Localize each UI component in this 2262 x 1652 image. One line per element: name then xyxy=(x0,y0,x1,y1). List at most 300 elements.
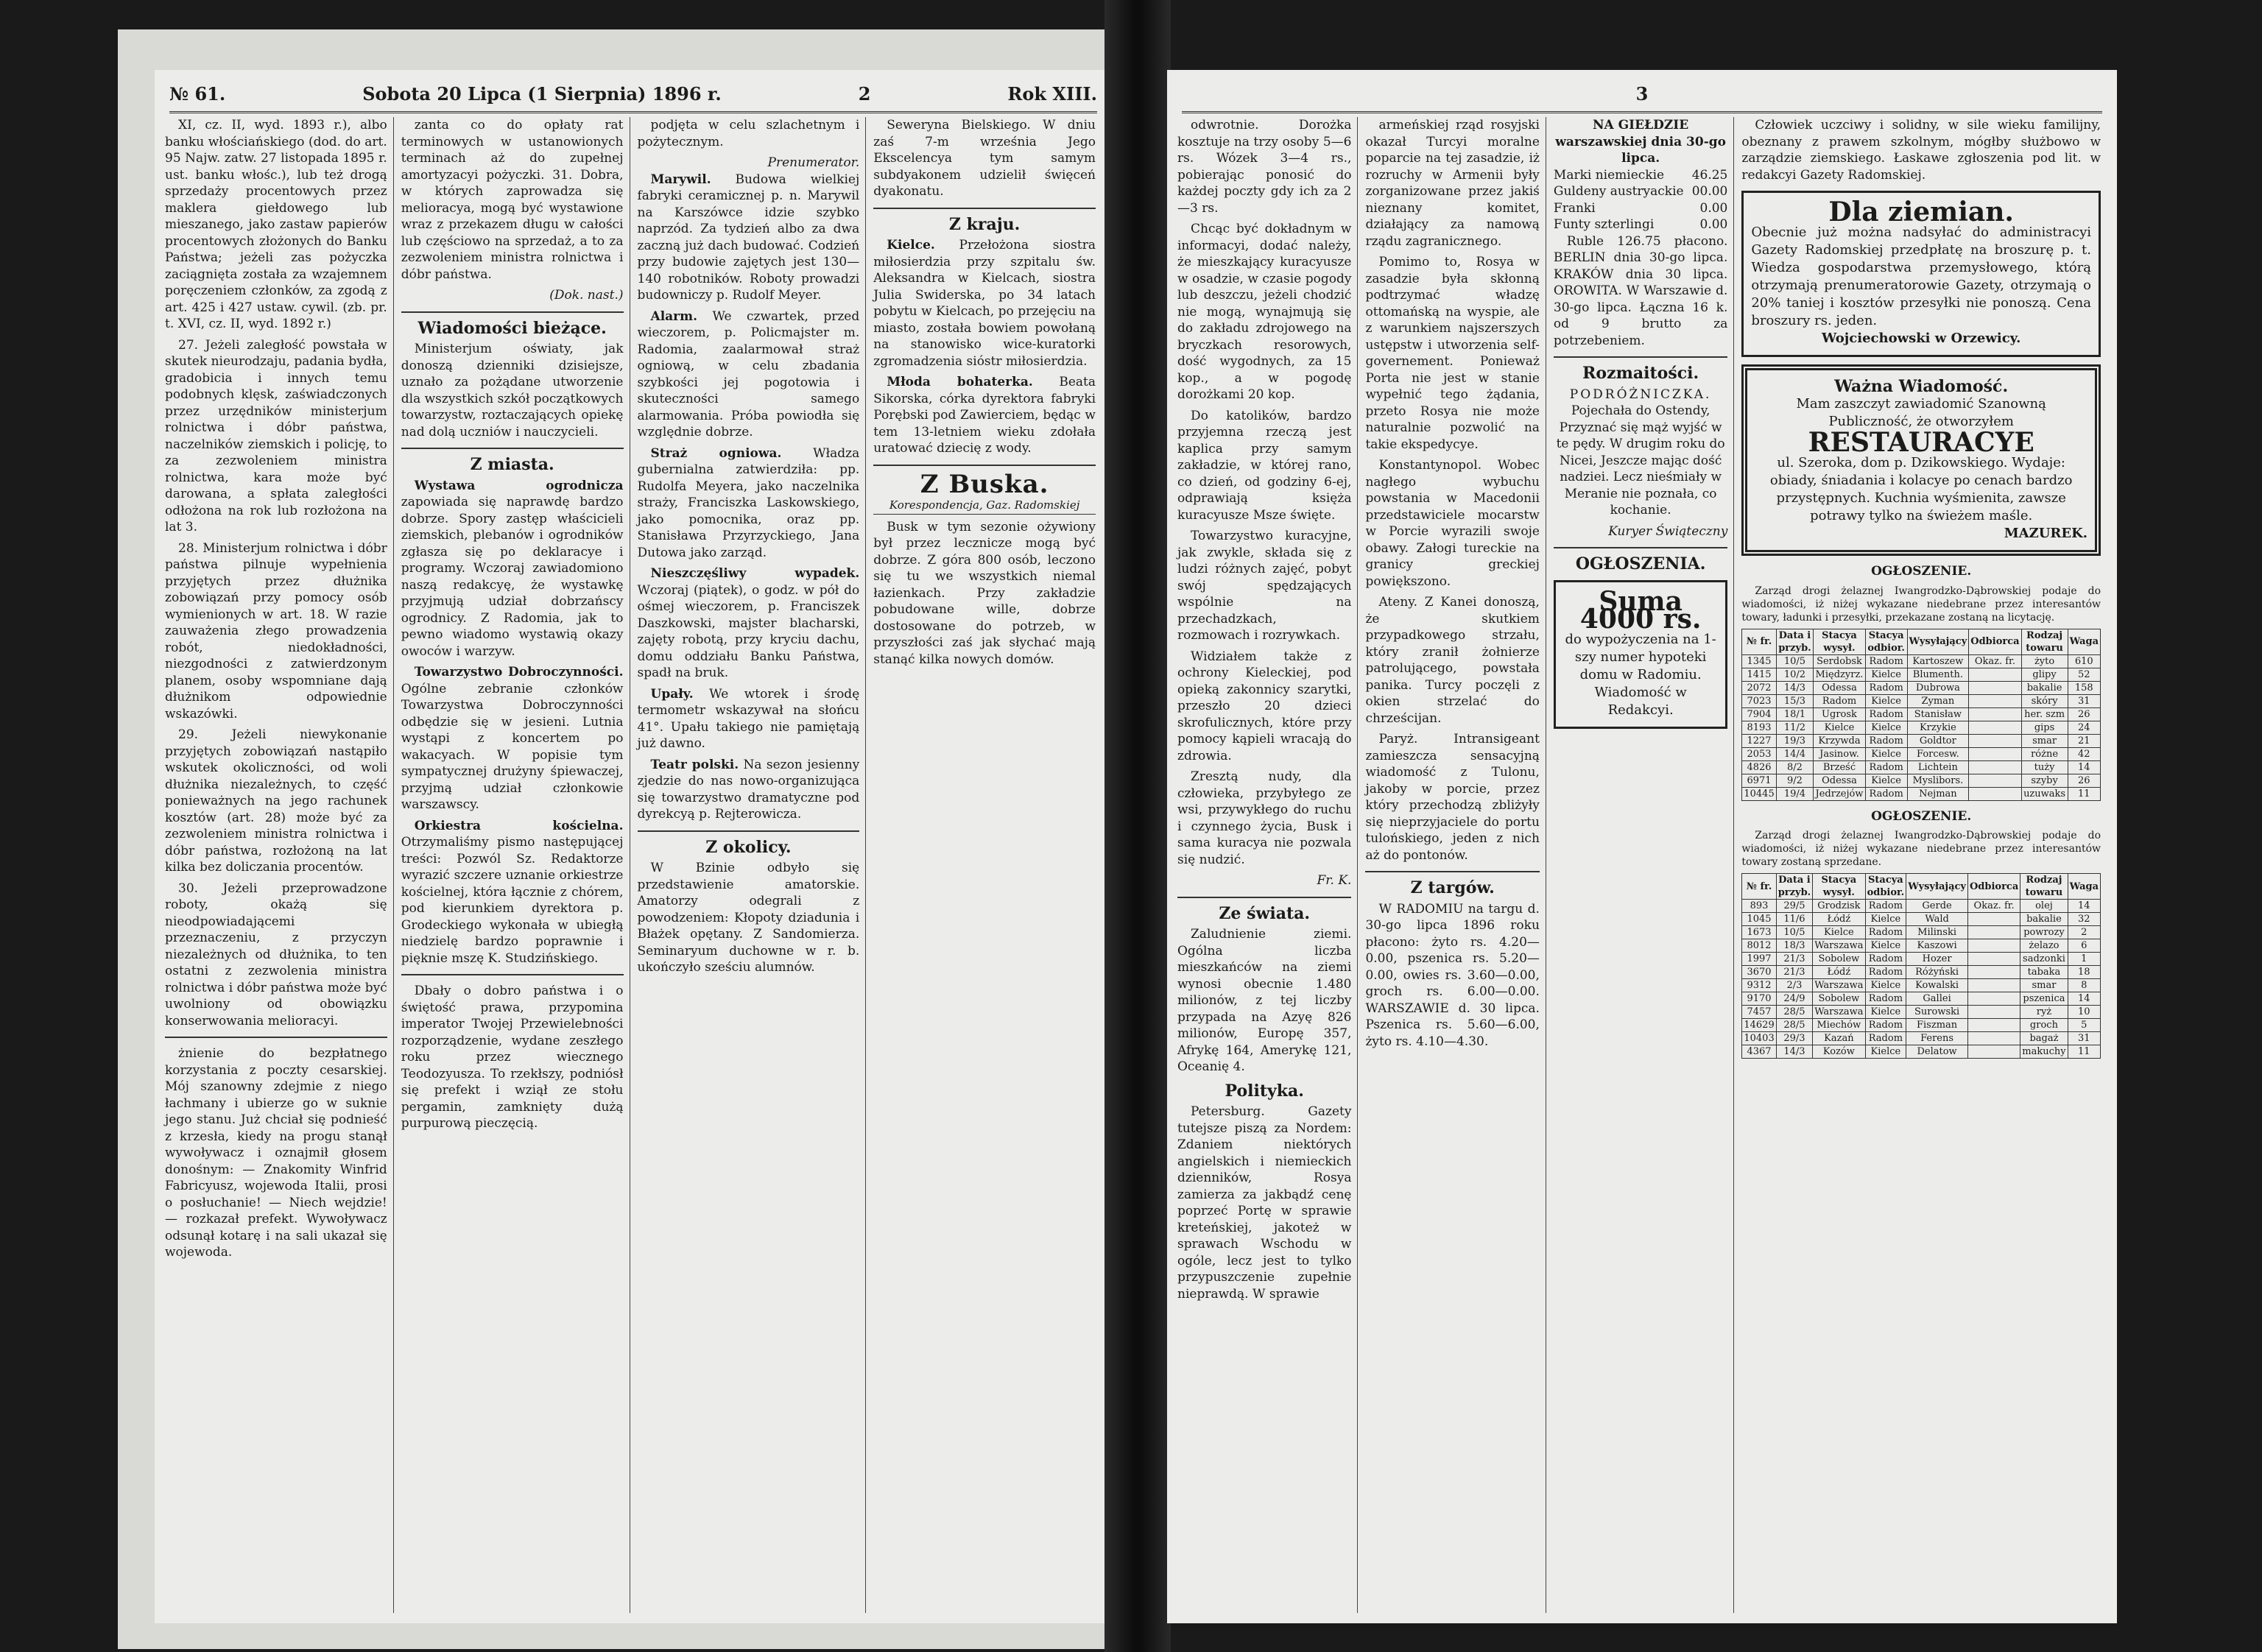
table-cell xyxy=(1969,694,2021,707)
table-cell: Okaz. fr. xyxy=(1969,654,2021,668)
section-heading-large: Z Buska. xyxy=(920,469,1049,499)
table-cell: Kielce xyxy=(1865,747,1907,760)
table-cell: Brześć xyxy=(1814,760,1866,774)
table-cell xyxy=(1969,760,2021,774)
paragraph: Busk w tym sezonie ożywiony był przez lecznicze mogą być dobrze. Z góra 800 osób, leczono się tu we wszystkich niemal łazienkach. Przy zakładzie pobudowane wille, dobrze dostosowane do potrzeb, w przyszłości zaś jak słychać mają stanąć kilka nowych domów. xyxy=(873,519,1096,667)
table-cell: 19/4 xyxy=(1776,787,1813,800)
table-cell: 1045 xyxy=(1742,913,1776,926)
issue-number: № 61. xyxy=(169,82,226,105)
table-cell: Miechów xyxy=(1813,1019,1865,1032)
table-cell xyxy=(1967,966,2020,979)
ad-title: Ważna Wiadomość. xyxy=(1834,377,2009,396)
paragraph: 27. Jeżeli zaległość powstała w skutek nieurodzaju, padania bydła, gradobicia i innych temu podobnych klęsk, zaświadczonych przez urzędników ministerjum rolnictwa i dóbr państwa, naczelników ziemskich i policję, to za zezwoleniem ministra rolnictwa, kara może być darowana, a spłata zaległości odłożona na rok lub rozłożona na lat 3. xyxy=(165,337,387,534)
market-value: 0.00 xyxy=(1699,217,1728,232)
ad-lead: Mam zaszczyt zawiadomić Szanowną Publiczność, że otworzyłem xyxy=(1796,396,2046,429)
table-cell: Ugrosk xyxy=(1814,707,1866,721)
table-cell xyxy=(1967,1045,2020,1059)
table-cell: 11 xyxy=(2068,1045,2100,1059)
table-cell: 28/5 xyxy=(1776,1006,1812,1019)
table-cell: Milinski xyxy=(1906,926,1968,939)
table-cell: Kielce xyxy=(1865,668,1907,681)
table-cell: 7904 xyxy=(1742,707,1776,721)
table-cell: 4826 xyxy=(1742,760,1776,774)
table-cell: smar xyxy=(2020,979,2068,992)
table-row xyxy=(1742,734,2101,747)
table-cell: Kozów xyxy=(1813,1045,1865,1059)
market-label: Funty szterlingi xyxy=(1553,217,1655,232)
table-cell: Różyński xyxy=(1906,966,1968,979)
table-cell: 31 xyxy=(2068,694,2100,707)
paragraph: Zresztą nudy, dla człowieka, przybyłego ze wsi, przywykłego do ruchu i czynnego życia, Busk i sama kuracya nie pozwala się nudzić. xyxy=(1177,769,1352,867)
ad-headline: Suma 4000 rs. xyxy=(1579,585,1702,635)
advertisement-box xyxy=(1741,191,2101,357)
table-cell: 9170 xyxy=(1742,992,1776,1006)
paragraph: Petersburg. Gazety tutejsze piszą za Nordem: Zdaniem niektórych angielskich i niemieckich dzienników, Rosya zamierza za jakbądź cenę poprzeć Portę w sprawie kreteńskiej, jakoteż w sprawach Wschodu w ogóle, lecz jest to tylko przypuszczenie zupełnie nieprawdą. W sprawie xyxy=(1177,1104,1352,1302)
table-cell: Kaszowi xyxy=(1906,939,1968,953)
table-cell: 32 xyxy=(2068,913,2100,926)
market-heading: NA GIEŁDZIE warszawskiej dnia 30-go lipca. xyxy=(1555,118,1726,166)
table-cell: 2 xyxy=(2068,926,2100,939)
news-topic: Młoda bohaterka. xyxy=(887,375,1033,389)
table-cell: 18/1 xyxy=(1776,707,1813,721)
table-cell: bagaż xyxy=(2020,1032,2068,1045)
table-cell: Kielce xyxy=(1865,979,1906,992)
news-topic: Kielce. xyxy=(887,238,935,253)
section-heading: OGŁOSZENIA. xyxy=(1575,554,1706,573)
table-cell: 14629 xyxy=(1742,1019,1776,1032)
table-row xyxy=(1742,1006,2101,1019)
table-row xyxy=(1742,668,2101,681)
divider xyxy=(1365,871,1539,872)
table-row xyxy=(1742,926,2101,939)
table-cell: 14/3 xyxy=(1776,681,1813,694)
table-cell: Radom xyxy=(1865,681,1907,694)
table-cell: Kielce xyxy=(1865,774,1907,787)
news-topic: Teatr polski. xyxy=(650,757,739,772)
table-cell: Radom xyxy=(1865,654,1907,668)
table-cell: Myslibors. xyxy=(1907,774,1969,787)
table-row xyxy=(1742,900,2101,913)
table-cell: Radom xyxy=(1865,966,1906,979)
news-topic: Wystawa ogrodnicza xyxy=(414,478,624,493)
table-cell: 8/2 xyxy=(1776,760,1813,774)
table-cell: Radom xyxy=(1865,900,1906,913)
table-cell: 4367 xyxy=(1742,1045,1776,1059)
table-cell: 10/5 xyxy=(1776,926,1812,939)
table-cell: 6971 xyxy=(1742,774,1776,787)
table-row xyxy=(1742,953,2101,966)
table-cell: żelazo xyxy=(2020,939,2068,953)
notice-text: Człowiek uczciwy i solidny, w sile wieku familijny, obeznany z prawem szkolnym, mógłby służbowo w zarządzie ziemskiego. Łaskawe zgłoszenia pod lit. w redakcyi Gazety Radomskiej. xyxy=(1741,118,2101,183)
table-cell xyxy=(1967,939,2020,953)
news-item xyxy=(638,172,860,304)
news-topic: Nieszczęśliwy wypadek. xyxy=(650,566,860,581)
table-header-cell: Stacya wysył. xyxy=(1814,629,1866,654)
table-cell: uzuwaks xyxy=(2021,787,2068,800)
table-cell: 28/5 xyxy=(1776,1019,1812,1032)
table-cell: 21/3 xyxy=(1776,953,1812,966)
table-cell: pszenica xyxy=(2020,992,2068,1006)
table-cell: 26 xyxy=(2068,774,2100,787)
news-item xyxy=(638,445,860,562)
page-number: 3 xyxy=(1635,82,1649,105)
table-cell: 10445 xyxy=(1742,787,1776,800)
table-header-cell: Wysyłający xyxy=(1907,629,1969,654)
table-cell xyxy=(1969,681,2021,694)
table-cell xyxy=(1967,953,2020,966)
table-header-cell: Waga xyxy=(2068,874,2100,900)
table-cell: Radom xyxy=(1865,992,1906,1006)
table-cell: bakalie xyxy=(2020,913,2068,926)
divider xyxy=(165,1037,387,1038)
table-cell: 1997 xyxy=(1742,953,1776,966)
market-row xyxy=(1554,183,1727,200)
paragraph: Seweryna Bielskiego. W dniu zaś 7-m września Jego Ekscelencya tym samym subdyakonem udzielił święceń dyakonatu. xyxy=(873,118,1096,199)
table-cell: Okaz. fr. xyxy=(1967,900,2020,913)
table-cell: Kielce xyxy=(1865,694,1907,707)
left-running-head xyxy=(169,76,1097,113)
table-cell: Zyman xyxy=(1907,694,1969,707)
market-label: Franki xyxy=(1553,200,1596,216)
table-row xyxy=(1742,1032,2101,1045)
table-cell: Radom xyxy=(1865,760,1907,774)
section-heading: OGŁOSZENIE. xyxy=(1871,564,1972,579)
table-cell: Odessa xyxy=(1814,681,1866,694)
paragraph: Pomimo to, Rosya w zasadzie była skłonną podtrzymać władzę ottomańską na wyspie, ale z warunkiem najszerszych ustępstw i utworzenia self-governement. Ponieważ Porta nie jest w stanie wypełnić tego żądania, przeto Rosya nie może naturalnie pozwolić na takie ekspedycye. xyxy=(1365,255,1540,452)
divider xyxy=(401,311,624,313)
ad-text: ul. Szeroka, dom p. Dzikowskiego. Wydaje: obiady, śniadania i kolacye po cenach bardzo przystępnych. Kuchnia wyśmienita, zawsze potrawy tylko na świeżem maśle. xyxy=(1769,455,2073,523)
table-cell: 610 xyxy=(2068,654,2100,668)
table-cell: Kielce xyxy=(1813,926,1865,939)
ad-headline: RESTAURACYE xyxy=(1808,427,2034,458)
table-cell: Surowski xyxy=(1906,1006,1968,1019)
table-cell xyxy=(1969,668,2021,681)
table-row xyxy=(1742,747,2101,760)
table-row xyxy=(1742,992,2101,1006)
news-item xyxy=(638,686,860,752)
divider xyxy=(1554,547,1727,548)
table-cell: 11/2 xyxy=(1776,721,1813,734)
table-cell: szyby xyxy=(2021,774,2068,787)
paragraph: Paryż. Intransigeant zamieszcza sensacyjną wiadomość z Tulonu, jakoby w porcie, przez który przechodzą zbliżyły się nieprzyjaciele do portu tulońskiego, jeden z nich aż do pontonów. xyxy=(1365,732,1540,863)
table-cell: 3670 xyxy=(1742,966,1776,979)
table-cell: tabaka xyxy=(2020,966,2068,979)
news-text: Wczoraj (piątek), o godz. w pół do ośmej wieczorem, p. Franciszek Daszkowski, majster blacharski, zajęty robotą, przy kryciu dachu, domu oddziału Banku Państwa, spadł na bruk. xyxy=(637,582,860,680)
paragraph: odwrotnie. Dorożka kosztuje na trzy osoby 5—6 rs. Wózek 3—4 rs., pobierając ponosić do każdej poczty gdy ich za 2—3 rs. xyxy=(1177,118,1352,216)
paragraph: W Bzinie odbyło się przedstawienie amatorskie. Amatorzy odegrali z powodzeniem: Kłopoty dziadunia i Błażek opętany. Z Sandomierza. Seminaryum duchowne w r. b. ukończyło sześciu alumnów. xyxy=(637,861,860,975)
table-cell xyxy=(1969,787,2021,800)
table-cell: 42 xyxy=(2068,747,2100,760)
table-row xyxy=(1742,966,2101,979)
table-cell: żyto xyxy=(2021,654,2068,668)
table-cell: Radom xyxy=(1865,1019,1906,1032)
table-cell: 1415 xyxy=(1742,668,1776,681)
market-row xyxy=(1554,216,1727,233)
table-cell: Kielce xyxy=(1865,1045,1906,1059)
table-cell: ryż xyxy=(2020,1006,2068,1019)
divider xyxy=(1554,356,1727,358)
news-topic: Alarm. xyxy=(650,308,698,324)
table-cell: 8193 xyxy=(1742,721,1776,734)
table-header-cell: Odbiorca xyxy=(1969,629,2021,654)
table-cell: Krzywda xyxy=(1814,734,1866,747)
news-text: Władza gubernialna zatwierdziła: pp. Rudolfa Meyera, jako naczelnika straży, Franciszka Laskowskiego, jako pomocnika, oraz pp. Stanisława Przyrzyckiego, Jana Dutowa jako zarząd. xyxy=(637,445,860,560)
table-cell xyxy=(1969,707,2021,721)
table-cell: Hozer xyxy=(1906,953,1968,966)
paragraph: zanta co do opłaty rat terminowych w ustanowionych terminach aż do zupełnej amortyzacyi pożyczki. 31. Dobra, w których zaprowadza się melioracya, mogą być wystawione wraz z przekazem długu w całości lub częściowo na sprzedaż, a to za zezwoleniem ministra rolnictwa i dóbr państwa. xyxy=(401,118,624,282)
divider xyxy=(401,974,624,975)
news-text: Na sezon jesienny zjedzie do nas nowo-organizująca się towarzystwo dramatyczne pod dyrekcyą p. Rejterowicza. xyxy=(637,757,860,822)
divider xyxy=(1177,897,1351,898)
right-column-4 xyxy=(1741,117,2107,1613)
left-columns xyxy=(165,117,1102,1613)
left-column-3 xyxy=(638,117,867,1613)
right-column-3 xyxy=(1554,117,1734,1613)
advertisement-box xyxy=(1554,580,1727,729)
table-cell: skóry xyxy=(2021,694,2068,707)
ad-text: Obecnie już można nadsyłać do administracyi Gazety Radomskiej przedpłatę na broszurę p. t. Wiedza gospodarstwa przemysłowego, którą otrzymają prenumeratorowie Gazety, otrzymają o 20% taniej i kosztów przesyłki nie ponoszą. Cena broszury rs. jeden. xyxy=(1751,225,2092,328)
paragraph: armeńskiej rząd rosyjski okazał Turcyi moralne poparcie na tej zasadzie, iż rozruchy w Armenii były zorganizowane przez jakiś nieznany komitet, działający za namową rządu zagranicznego. xyxy=(1365,118,1540,249)
table-cell: 9/2 xyxy=(1776,774,1813,787)
section-heading: Z kraju. xyxy=(948,214,1021,234)
ad-signature: MAZUREK. xyxy=(2004,526,2088,541)
table-row xyxy=(1742,654,2101,668)
feuilleton-text: żnienie do bezpłatnego korzystania z poczty cesarskiej. Mój szanowny zdejmie z niego łachmany i ubierze go w suknie jego stanu. Już chciał się podnieść z krzesła, kiedy na progu stanął wywoływacz i oznajmił głosem donośnym: — Znakomity Winfrid Fabricyusz, wojewoda Italii, prosi o posłuchanie! — Niech wejdzie! — rozkazał prefekt. Wywoływacz odsunął kotarę i na sali ukazał się wojewoda. xyxy=(165,1046,387,1260)
table-cell: Kazań xyxy=(1813,1032,1865,1045)
table-cell: Łódź xyxy=(1813,966,1865,979)
book-binding xyxy=(1104,0,1171,1652)
table-cell: 18/3 xyxy=(1776,939,1812,953)
table-row xyxy=(1742,760,2101,774)
table-cell: 7457 xyxy=(1742,1006,1776,1019)
table-cell xyxy=(1969,747,2021,760)
news-item xyxy=(638,757,860,823)
news-text: Beata Sikorska, córka dyrektora fabryki Porębski pod Zawierciem, będąc w tem 13-letniem wieku zdołała uratować dziecię z wody. xyxy=(873,375,1096,456)
table-cell: Kielce xyxy=(1814,721,1866,734)
left-column-2 xyxy=(401,117,630,1613)
news-item xyxy=(873,374,1096,457)
table-cell: Goldtor xyxy=(1907,734,1969,747)
table-cell xyxy=(1967,913,2020,926)
divider xyxy=(401,448,624,449)
table-row xyxy=(1742,721,2101,734)
table-cell: 52 xyxy=(2068,668,2100,681)
table-cell: 14 xyxy=(2068,900,2100,913)
paragraph: Konstantynopol. Wobec nagłego wybuchu powstania w Macedonii przedstawiciele mocarstw w Porcie wyrazili swoje obawy. Załogi tureckie na granicy greckiej powiększono. xyxy=(1365,458,1540,589)
right-running-head xyxy=(1182,76,2102,113)
news-text: Ogólne zebranie członków Towarzystwa Dobroczynności odbędzie się w jesieni. Lutnia wystąpi z koncertem po wakacyach. W popisie tym sympatycznej drużyny śpiewaczej, przyjmą udział członkowie warszawscy. xyxy=(401,681,624,812)
table-cell: Kielce xyxy=(1865,1006,1906,1019)
news-item xyxy=(638,308,860,441)
table-cell: 11/6 xyxy=(1776,913,1812,926)
right-column-1 xyxy=(1177,117,1358,1613)
section-heading: Wiadomości bieżące. xyxy=(417,318,607,338)
news-text: Otrzymaliśmy pismo następującej treści: Pozwól Sz. Redaktorze wyrazić szczere uznanie orkiestrze kościelnej, która łącznie z chórem, pod kierunkiem dyrektora p. Grodeckiego wykonała w ubiegłą niedzielę bardzo poprawnie i pięknie mszę K. Studzińskiego. xyxy=(401,835,624,966)
section-heading: Z okolicy. xyxy=(705,837,792,857)
table-cell xyxy=(1969,721,2021,734)
section-heading: Z miasta. xyxy=(470,455,554,474)
table-cell: 18 xyxy=(2068,966,2100,979)
market-row xyxy=(1554,167,1727,184)
table-cell: glipy xyxy=(2021,668,2068,681)
paragraph: Ruble 126.75 płacono. BERLIN dnia 30-go lipca. KRAKÓW dnia 30 lipca. OROWITA. W Warszawie d. 30-go lipca. Łączna 16 k. od 9 brutto za potrzebeniem. xyxy=(1553,233,1728,348)
news-text: zapowiada się naprawdę bardzo dobrze. Spory zastęp właścicieli ziemskich, plebanów i ogrodników zgłasza się po deklaracye i programy. Wczoraj zawiadomiono naszą redakcyę, że wystawkę przyjmują udział dobrzańscy ogrodnicy. Z Radomia, jak to pewno wiadomo wystawią okazy owoców i warzyw. xyxy=(401,495,624,659)
table-cell: powrozy xyxy=(2020,926,2068,939)
news-item xyxy=(638,565,860,682)
table-cell: 1227 xyxy=(1742,734,1776,747)
table-cell: Radom xyxy=(1865,1032,1906,1045)
poem-title: PODRÓŻNICZKA. xyxy=(1569,386,1712,402)
page-number: 2 xyxy=(858,82,871,105)
paragraph: Widziałem także z ochrony Kieleckiej, pod opieką zakonnicy szarytki, przeszło 20 dzieci skrofulicznych, które przy pomocy kąpieli wracają do zdrowia. xyxy=(1177,649,1352,763)
market-value: 0.00 xyxy=(1699,200,1728,216)
table-cell: 24/9 xyxy=(1776,992,1812,1006)
volume-year: Rok XIII. xyxy=(1007,82,1097,105)
table-cell: Blumenth. xyxy=(1907,668,1969,681)
table-cell: gips xyxy=(2021,721,2068,734)
table-cell xyxy=(1967,1032,2020,1045)
table-cell: Warszawa xyxy=(1813,1006,1865,1019)
table-cell: 14/4 xyxy=(1776,747,1813,760)
table-row xyxy=(1742,979,2101,992)
paragraph: Chcąc być dokładnym w informacyi, dodać należy, że mieszkający kuracyusze w osadzie, w czasie pogody lub deszczu, jeżeli chodzić nie mogą, wynajmują się do zakładu zdrojowego na bryczkach resorowych, dość wygodnych, za 15 kop., a w pogodę dorożkami 20 kop. xyxy=(1177,222,1352,402)
market-label: Marki niemieckie xyxy=(1553,167,1665,183)
table-cell: 8 xyxy=(2068,979,2100,992)
table-cell: Sobolew xyxy=(1813,953,1865,966)
table-header-cell: № fr. xyxy=(1742,629,1776,654)
signature: Fr. K. xyxy=(1317,873,1352,888)
table-header-row xyxy=(1742,874,2101,900)
table-cell: 31 xyxy=(2068,1032,2100,1045)
signature: (Dok. nast.) xyxy=(549,288,624,303)
table-cell: Jasinow. xyxy=(1814,747,1866,760)
table-cell: 9312 xyxy=(1742,979,1776,992)
table-cell: 24 xyxy=(2068,721,2100,734)
table-cell: Gallei xyxy=(1906,992,1968,1006)
table-cell: 10 xyxy=(2068,1006,2100,1019)
table-header-cell: № fr. xyxy=(1742,874,1776,900)
paragraph: Ministerjum oświaty, jak donoszą dzienniki dzisiejsze, uznało za pożądane utworzenie dla wszystkich szkół początkowych towarzystw, roztaczających opiekę nad dolą uczniów i nauczycieli. xyxy=(401,342,624,440)
table-cell: Delatow xyxy=(1906,1045,1968,1059)
table-row xyxy=(1742,787,2101,800)
table-header-cell: Rodzaj towaru xyxy=(2020,874,2068,900)
table-cell: Warszawa xyxy=(1813,979,1865,992)
table-header-cell: Stacya odbior. xyxy=(1865,874,1906,900)
table-cell: 893 xyxy=(1742,900,1776,913)
table-cell: 15/3 xyxy=(1776,694,1813,707)
paragraph: Towarzystwo kuracyjne, jak zwykle, składa się z ludzi różnych zajęć, pobyt swój spędzających wspólnie na przechadzkach, rozmowach i rozrywkach. xyxy=(1177,529,1352,643)
table-cell: 26 xyxy=(2068,707,2100,721)
right-column-2 xyxy=(1365,117,1546,1613)
table-cell: Kielce xyxy=(1865,913,1906,926)
left-column-1 xyxy=(165,117,394,1613)
table-header-cell: Rodzaj towaru xyxy=(2021,629,2068,654)
paragraph: 30. Jeżeli przeprowadzone roboty, okażą się nieodpowiadającemi przeznaczeniu, z przyczyn niezależnych od dłużnika, to ten ostatni z zezwolenia ministra rolnictwa i dóbr państwa może być uwolniony od obowiązku konserwowania melioracyi. xyxy=(165,880,387,1028)
table-cell: smar xyxy=(2021,734,2068,747)
ad-signature: Wojciechowski w Orzewicy. xyxy=(1822,331,2021,346)
table-cell: Odessa xyxy=(1814,774,1866,787)
table-cell: Krzykie xyxy=(1907,721,1969,734)
table-cell: sadzonki xyxy=(2020,953,2068,966)
left-column-4 xyxy=(873,117,1102,1613)
correspondent-line: Korespondencja, Gaz. Radomskiej xyxy=(873,497,1096,515)
table-cell xyxy=(1967,979,2020,992)
table-cell: 21/3 xyxy=(1776,966,1812,979)
signature: Prenumerator. xyxy=(767,155,860,170)
notice-text: Zarząd drogi żelaznej Iwangrodzko-Dąbrowskiej podaje do wiadomości, iż niżej wykazane niedebrane przez interesantów towary, ładunki i przesyłki, przekazane zostaną na licytację. xyxy=(1741,585,2101,624)
table-cell: Radom xyxy=(1865,787,1907,800)
table-row xyxy=(1742,681,2101,694)
table-header-cell: Waga xyxy=(2068,629,2100,654)
paragraph: Zaludnienie ziemi. Ogólna liczba mieszkańców na ziemi wynosi obecnie 1.480 milionów, z tej liczby przypada na Azyę 826 milionów, Europę 357, Afrykę 164, Amerykę 121, Oceanię 4. xyxy=(1177,927,1352,1074)
news-topic: Marywil. xyxy=(650,172,711,187)
table-cell: 2/3 xyxy=(1776,979,1812,992)
feuilleton-text: Dbały o dobro państwa i o świętość prawa, przypomina imperator Twojej Przewielebności rozporządzenie, wydane zeszłego roku przez wiecznego Teodozyusza. To rzekłszy, podniósł się prefekt i wziął ze stołu pergamin, zamknięty dużą purpurową pieczęcią. xyxy=(401,984,624,1131)
table-cell: Kielce xyxy=(1865,721,1907,734)
news-item xyxy=(401,664,624,813)
news-text: Budowa wielkiej fabryki ceramicznej p. n. Marywil na Karszówce idzie szybko naprzód. Za tydzień albo za dwa zaczną już dach budować. Codzień przy budowie zajętych jest 130—140 robotników. Roboty prowadzi budowniczy p. Rudolf Meyer. xyxy=(637,172,860,303)
table-cell: Wald xyxy=(1906,913,1968,926)
table-cell: Stanisław xyxy=(1907,707,1969,721)
table-cell: Sobolew xyxy=(1813,992,1865,1006)
table-header-cell: Wysyłający xyxy=(1906,874,1968,900)
section-heading: OGŁOSZENIE. xyxy=(1871,808,1972,824)
right-page xyxy=(1167,70,2117,1623)
table-cell: 14 xyxy=(2068,760,2100,774)
table-row xyxy=(1742,774,2101,787)
table-cell: Fiszman xyxy=(1906,1019,1968,1032)
freight-table xyxy=(1741,629,2101,801)
table-header-cell: Data i przyb. xyxy=(1776,874,1812,900)
paragraph: XI, cz. II, wyd. 1893 r.), albo banku włościańskiego (dod. do art. 95 Najw. zatw. 27 listopada 1895 r. ust. banku włośc.), lub też drogą sprzedaży procentowych przez maklera giełdowego lub mieszanego, jako zastaw papierów procentowych złożonych do Banku Państwa; jeżeli zas pożyczka zaciągnięta została za wzajemnem poręczeniem członków, za zgodą z art. 425 i 427 ustaw. cywil. (zb. pr. t. XVI, cz. II, wyd. 1892 r.) xyxy=(165,118,387,331)
paragraph: 29. Jeżeli niewykonanie przyjętych zobowiązań nastąpiło wskutek okoliczności, od woli dłużnika niezależnych, to część ponieważnych na jego rachunek kosztów (art. 28) może być za zezwoleniem ministra rolnictwa i dóbr państwa, rozłożoną na lat kilka bez doliczania procentów. xyxy=(165,727,387,875)
freight-table xyxy=(1741,873,2101,1059)
table-cell: 1345 xyxy=(1742,654,1776,668)
table-row xyxy=(1742,1019,2101,1032)
table-cell: Forcesw. xyxy=(1907,747,1969,760)
table-cell: Lichtein xyxy=(1907,760,1969,774)
news-text: We wtorek i środę termometr wskazywał na słońcu 41°. Upału takiego nie pamiętają już dawno. xyxy=(637,686,860,751)
paragraph: 28. Ministerjum rolnictwa i dóbr państwa pilnuje wypełnienia przyjętych przez dłużnika zobowiązań przy pomocy osób wymienionych w art. 18. W razie zauważenia złego prowadzenia robót, niedokładności, niezgodności z zatwierdzonym planem, osoby wspomniane dają dłużnikom odpowiednie wskazówki. xyxy=(165,540,387,721)
table-cell: Radom xyxy=(1865,926,1906,939)
market-value: 46.25 xyxy=(1691,167,1728,183)
table-cell: 1673 xyxy=(1742,926,1776,939)
table-cell: 21 xyxy=(2068,734,2100,747)
poem-text: Pojechała do Ostendy, Przyznać się mąż wyjść w te pędy. W drugim roku do Nicei, Jeszcze mając dość nadziei. Lecz nieśmiały w Meranie nie poznała, co kochanie. xyxy=(1556,403,1725,518)
left-page xyxy=(155,70,1112,1623)
table-cell xyxy=(1967,1006,2020,1019)
issue-date: Sobota 20 Lipca (1 Sierpnia) 1896 r. xyxy=(362,82,722,105)
table-cell: groch xyxy=(2020,1019,2068,1032)
news-topic: Towarzystwo Dobroczynności. xyxy=(414,665,624,679)
table-cell: różne xyxy=(2021,747,2068,760)
table-cell: 7023 xyxy=(1742,694,1776,707)
table-cell xyxy=(1967,1019,2020,1032)
table-header-cell: Stacya wysył. xyxy=(1813,874,1865,900)
news-text: We czwartek, przed wieczorem, p. Policmajster m. Radomia, zaalarmował straż ogniową, w celu zbadania szybkości jej pogotowia i skuteczności samego alarmowania. Próba powiodła się względnie dobrze. xyxy=(637,308,860,440)
table-cell: Kartoszew xyxy=(1907,654,1969,668)
paragraph: W RADOMIU na targu d. 30-go lipca 1896 roku płacono: żyto rs. 4.20—0.00, pszenica rs. 5.20—0.00, owies rs. 3.60—0.00, groch rs. 6.00—0.00. WARSZAWIE d. 30 lipca. Pszenica rs. 5.60—6.00, żyto rs. 4.10—4.30. xyxy=(1365,901,1540,1049)
table-cell: Kowalski xyxy=(1906,979,1968,992)
table-cell xyxy=(1969,734,2021,747)
table-cell: 10/5 xyxy=(1776,654,1813,668)
market-label: Guldeny austryackie xyxy=(1553,184,1684,199)
paragraph: Do katolików, bardzo przyjemna rzeczą jest kaplica przy samym zakładzie, w której rano, co dzień, od godziny 6-ej, odprawiają księża kuracyusze Msze święte. xyxy=(1177,408,1352,523)
table-cell: Dubrowa xyxy=(1907,681,1969,694)
news-topic: Straż ogniowa. xyxy=(650,445,782,461)
table-cell: 2053 xyxy=(1742,747,1776,760)
table-cell xyxy=(1967,926,2020,939)
